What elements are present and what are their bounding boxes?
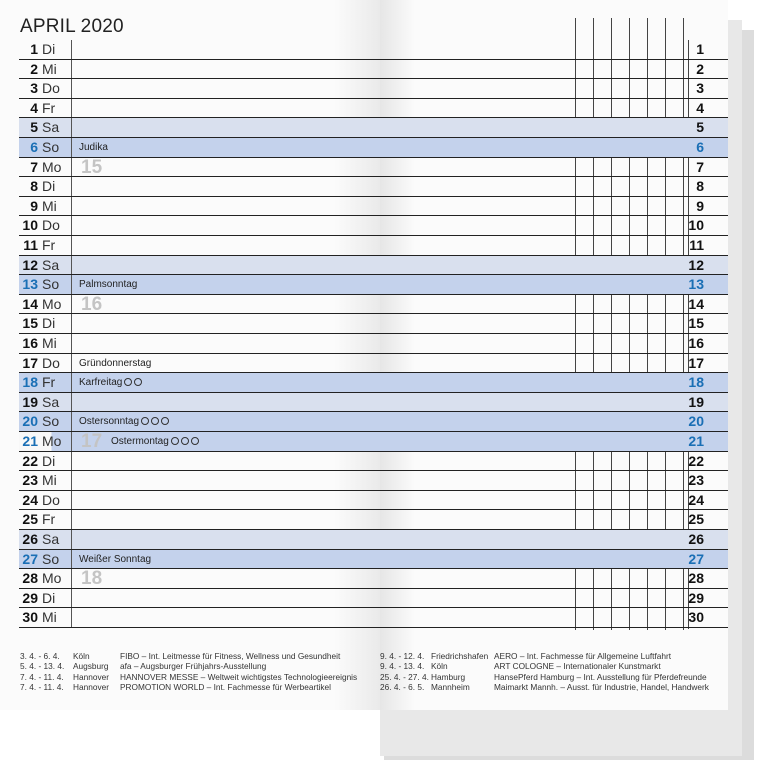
- holiday-text: Palmsonntag: [79, 279, 138, 291]
- day-name: Mo: [42, 570, 62, 587]
- day-name: Do: [42, 80, 60, 97]
- day-divider: [71, 216, 72, 235]
- day-row-right[interactable]: [380, 452, 728, 472]
- day-row[interactable]: [19, 491, 380, 511]
- holiday-label: [79, 279, 137, 290]
- day-number-right: 5: [696, 119, 704, 136]
- day-row-right[interactable]: [380, 589, 728, 609]
- day-name: Mo: [42, 295, 62, 312]
- day-number: 20: [22, 413, 38, 430]
- day-row-right[interactable]: [380, 40, 728, 60]
- day-divider: [71, 79, 72, 98]
- day-number: 30: [22, 609, 38, 626]
- day-name: Di: [42, 452, 56, 469]
- day-row[interactable]: [19, 373, 380, 393]
- state-holiday-marker-icon: [151, 417, 159, 425]
- day-number-right: 3: [696, 80, 704, 97]
- holiday-text: Ostersonntag: [79, 416, 140, 428]
- day-number: 7: [30, 158, 38, 175]
- day-number-right: 19: [688, 393, 704, 410]
- week-number: 17: [81, 431, 103, 452]
- holiday-text: Karfreitag: [79, 377, 123, 389]
- day-divider: [71, 197, 72, 216]
- day-row-right[interactable]: [380, 158, 728, 178]
- day-number: 24: [22, 491, 38, 508]
- holiday-text: Weißer Sonntag: [79, 553, 152, 565]
- day-row-right[interactable]: [380, 295, 728, 315]
- day-name: Mi: [42, 609, 57, 626]
- day-row[interactable]: [19, 256, 380, 276]
- fair-event: PROMOTION WORLD – Int. Fachmesse für Werbeartikel: [120, 681, 332, 692]
- state-holiday-marker-icon: [171, 437, 179, 445]
- fair-city: Hannover: [73, 681, 109, 692]
- day-row-right[interactable]: [380, 256, 728, 276]
- day-row-right[interactable]: [380, 569, 728, 589]
- trade-fair-row: [20, 661, 370, 671]
- day-number-right: 1: [696, 41, 704, 57]
- day-row[interactable]: [19, 118, 380, 138]
- day-row[interactable]: [19, 314, 380, 334]
- day-row[interactable]: [19, 452, 380, 472]
- trade-fair-row: [380, 661, 720, 671]
- day-row-right[interactable]: [380, 236, 728, 256]
- day-name: Do: [42, 491, 60, 508]
- fair-dates: 7. 4. - 11. 4.: [20, 671, 64, 682]
- day-name: Fr: [42, 99, 56, 116]
- day-row-right[interactable]: [380, 373, 728, 393]
- day-name: Di: [42, 589, 56, 606]
- week-number: 18: [81, 568, 103, 590]
- day-row-right[interactable]: [380, 550, 728, 570]
- trade-fair-row: [20, 682, 370, 692]
- day-row-right[interactable]: [380, 60, 728, 80]
- day-number-right: 13: [688, 276, 704, 293]
- day-row-right[interactable]: [380, 79, 728, 99]
- fair-city: Hannover: [73, 671, 109, 682]
- fair-event: ART COLOGNE – Internationaler Kunstmarkt: [494, 661, 661, 672]
- day-name: Sa: [42, 393, 60, 410]
- day-row[interactable]: [19, 295, 380, 315]
- day-row[interactable]: [19, 412, 380, 432]
- day-row-right[interactable]: [380, 314, 728, 334]
- trade-fair-list: [20, 651, 370, 692]
- holiday-label: [79, 416, 169, 427]
- day-number-right: 20: [688, 413, 704, 430]
- day-number-right: 12: [688, 256, 704, 273]
- fair-event: HANNOVER MESSE – Weltweit wichtigstes Technologieereignis: [120, 671, 358, 682]
- day-number: 21: [22, 433, 38, 449]
- day-divider: [71, 471, 72, 490]
- day-row-right[interactable]: [380, 510, 728, 530]
- day-number-right: 15: [688, 315, 704, 332]
- day-divider: [71, 60, 72, 79]
- day-number-right: 23: [688, 472, 704, 489]
- day-divider: [71, 393, 72, 412]
- day-number: 8: [30, 178, 38, 195]
- fair-dates: 9. 4. - 12. 4.: [380, 651, 425, 661]
- day-number: 15: [22, 315, 38, 332]
- day-number-right: 14: [688, 295, 704, 312]
- fair-city: Mannheim: [431, 681, 470, 692]
- day-number: 11: [23, 237, 38, 253]
- day-row[interactable]: [19, 216, 380, 236]
- day-row[interactable]: [19, 60, 380, 80]
- day-row[interactable]: [19, 334, 380, 354]
- holiday-label: [79, 554, 151, 565]
- day-number: 26: [22, 531, 38, 547]
- day-name: Di: [42, 41, 56, 57]
- fair-dates: 5. 4. - 13. 4.: [20, 661, 65, 672]
- state-holiday-marker-icon: [191, 437, 199, 445]
- day-number-right: 24: [688, 491, 704, 508]
- state-holiday-marker-icon: [124, 378, 132, 386]
- day-number-right: 25: [688, 511, 704, 528]
- trade-fair-row: [380, 651, 720, 661]
- fair-event: Maimarkt Mannh. – Ausst. für Industrie, Handel, Handwerk: [494, 681, 709, 692]
- day-number: 16: [22, 335, 38, 351]
- day-number: 18: [22, 374, 38, 391]
- day-number: 6: [30, 139, 38, 155]
- day-number: 25: [22, 511, 38, 528]
- day-name: Mo: [42, 433, 62, 449]
- day-row-right[interactable]: [380, 138, 728, 158]
- day-row-right[interactable]: [380, 118, 728, 138]
- state-holiday-marker-icon: [141, 417, 149, 425]
- day-divider: [71, 275, 72, 294]
- day-name: Sa: [42, 531, 60, 547]
- day-name: So: [42, 139, 60, 155]
- day-row[interactable]: [19, 432, 380, 452]
- fair-dates: 9. 4. - 13. 4.: [380, 661, 425, 672]
- fair-dates: 26. 4. - 6. 5.: [380, 681, 425, 692]
- day-divider: [71, 589, 72, 608]
- day-name: So: [42, 276, 60, 293]
- day-divider: [71, 295, 72, 314]
- fair-city: Köln: [431, 661, 448, 672]
- day-row[interactable]: [19, 79, 380, 99]
- fair-event: HansePferd Hamburg – Int. Ausstellung für Pferdefreunde: [494, 671, 707, 682]
- day-divider: [71, 138, 72, 157]
- day-row-right[interactable]: [380, 412, 728, 432]
- day-divider: [71, 118, 72, 137]
- day-number: 2: [30, 60, 38, 77]
- day-number: 10: [22, 217, 38, 234]
- fair-dates: 25. 4. - 27. 4.: [380, 671, 429, 682]
- day-divider: [71, 177, 72, 196]
- day-row[interactable]: [19, 158, 380, 178]
- day-row[interactable]: [19, 177, 380, 197]
- day-row[interactable]: [19, 197, 380, 217]
- holiday-text: Gründonnerstag: [79, 357, 152, 369]
- day-number: 23: [22, 472, 38, 489]
- week-number: 16: [81, 293, 103, 315]
- day-number-right: 2: [696, 60, 704, 77]
- day-divider: [71, 40, 72, 59]
- day-number-right: 11: [689, 237, 704, 253]
- day-row-right[interactable]: [380, 608, 728, 628]
- day-number: 17: [22, 354, 38, 371]
- day-divider: [71, 608, 72, 627]
- fair-dates: 3. 4. - 6. 4.: [20, 651, 60, 661]
- day-row[interactable]: [19, 608, 380, 628]
- day-divider: [71, 373, 72, 392]
- day-divider: [71, 569, 72, 588]
- trade-fair-row: [20, 651, 370, 661]
- day-name: Mi: [42, 472, 57, 489]
- day-row-right[interactable]: [380, 393, 728, 413]
- day-number: 1: [30, 41, 38, 57]
- day-divider: [71, 530, 72, 549]
- left-page: [0, 0, 380, 710]
- day-number: 13: [22, 276, 38, 293]
- day-divider: [71, 432, 72, 451]
- fair-event: FIBO – Int. Leitmesse für Fitness, Wellness und Gesundheit: [120, 651, 341, 661]
- trade-fair-list: [380, 651, 720, 692]
- day-name: Fr: [42, 374, 56, 391]
- day-number-right: 8: [696, 178, 704, 195]
- day-number-right: 7: [696, 158, 704, 175]
- holiday-text: Judika: [79, 142, 108, 153]
- day-divider: [71, 452, 72, 471]
- day-name: Do: [42, 354, 60, 371]
- fair-event: AERO – Int. Fachmesse für Allgemeine Luftfahrt: [494, 651, 672, 661]
- day-divider: [71, 510, 72, 529]
- day-name: Mi: [42, 197, 57, 214]
- day-name: So: [42, 413, 60, 430]
- state-holiday-marker-icon: [134, 378, 142, 386]
- day-name: Do: [42, 217, 60, 234]
- holiday-text: Ostermontag: [111, 436, 169, 447]
- holiday-label: [79, 377, 142, 388]
- day-divider: [71, 491, 72, 510]
- day-number: 5: [30, 119, 38, 136]
- day-number-right: 27: [688, 550, 704, 567]
- state-holiday-marker-icon: [181, 437, 189, 445]
- day-row[interactable]: [19, 99, 380, 119]
- day-number: 29: [22, 589, 38, 606]
- state-holiday-marker-icon: [161, 417, 169, 425]
- day-row-right[interactable]: [380, 275, 728, 295]
- day-divider: [71, 158, 72, 177]
- day-row[interactable]: [19, 138, 380, 158]
- day-row-right[interactable]: [380, 99, 728, 119]
- day-name: Fr: [42, 237, 56, 253]
- day-name: Sa: [42, 119, 60, 136]
- day-row[interactable]: [19, 275, 380, 295]
- day-row-right[interactable]: [380, 530, 728, 550]
- day-row[interactable]: [19, 40, 380, 60]
- day-divider: [71, 550, 72, 569]
- holiday-label: [111, 436, 199, 447]
- day-row-right[interactable]: [380, 216, 728, 236]
- day-number: 27: [22, 550, 38, 567]
- trade-fair-row: [380, 672, 720, 682]
- day-number-right: 17: [688, 354, 704, 371]
- trade-fair-row: [380, 682, 720, 692]
- fair-city: Hamburg: [431, 671, 466, 682]
- day-number-right: 9: [696, 197, 704, 214]
- day-number: 3: [30, 80, 38, 97]
- day-number-right: 18: [688, 374, 704, 391]
- day-name: So: [42, 550, 60, 567]
- day-divider: [71, 412, 72, 431]
- day-number-right: 28: [688, 570, 704, 587]
- day-number-right: 29: [688, 589, 704, 606]
- day-row[interactable]: [19, 510, 380, 530]
- day-row-right[interactable]: [380, 354, 728, 374]
- day-number-right: 21: [688, 433, 704, 449]
- day-number-right: 16: [688, 335, 704, 351]
- day-row[interactable]: [19, 569, 380, 589]
- day-number-right: 22: [688, 452, 704, 469]
- day-name: Mo: [42, 158, 62, 175]
- fair-city: Köln: [73, 651, 90, 661]
- month-title: APRIL 2020: [20, 16, 124, 37]
- day-name: Mi: [42, 335, 57, 351]
- day-row[interactable]: [19, 589, 380, 609]
- day-number: 4: [30, 99, 38, 116]
- day-row[interactable]: [19, 550, 380, 570]
- day-number: 19: [22, 393, 38, 410]
- day-divider: [71, 256, 72, 275]
- day-divider: [71, 354, 72, 373]
- day-number-right: 4: [696, 99, 704, 116]
- day-row[interactable]: [19, 530, 380, 550]
- day-name: Fr: [42, 511, 56, 528]
- day-divider: [71, 314, 72, 333]
- day-number-right: 30: [688, 609, 704, 626]
- day-number: 28: [22, 570, 38, 587]
- day-divider: [71, 334, 72, 353]
- day-divider: [71, 99, 72, 118]
- day-row-right[interactable]: [380, 177, 728, 197]
- week-number: 15: [81, 156, 103, 178]
- day-row-right[interactable]: [380, 491, 728, 511]
- day-number-right: 10: [688, 217, 704, 234]
- fair-city: Augsburg: [73, 661, 109, 672]
- day-row[interactable]: [19, 354, 380, 374]
- day-row[interactable]: [19, 471, 380, 491]
- day-divider: [71, 236, 72, 255]
- day-number: 9: [30, 197, 38, 214]
- trade-fair-row: [20, 672, 370, 682]
- day-row[interactable]: [19, 236, 380, 256]
- right-page: [380, 0, 728, 710]
- holiday-label: [79, 142, 108, 153]
- fair-event: afa – Augsburger Frühjahrs-Ausstellung: [120, 661, 267, 672]
- day-number: 12: [22, 256, 38, 273]
- day-name: Sa: [42, 256, 60, 273]
- day-row[interactable]: [19, 393, 380, 413]
- day-number: 14: [22, 295, 38, 312]
- holiday-label: [79, 358, 151, 369]
- fair-city: Friedrichshafen: [431, 651, 489, 661]
- day-number-right: 26: [688, 531, 704, 547]
- day-row-right[interactable]: [380, 432, 728, 452]
- day-number-right: 6: [696, 139, 704, 155]
- day-name: Mi: [42, 60, 57, 77]
- day-row-right[interactable]: [380, 197, 728, 217]
- day-row-right[interactable]: [380, 471, 728, 491]
- day-row-right[interactable]: [380, 334, 728, 354]
- fair-dates: 7. 4. - 11. 4.: [20, 681, 64, 692]
- day-name: Di: [42, 315, 56, 332]
- day-name: Di: [42, 178, 56, 195]
- day-number: 22: [22, 452, 38, 469]
